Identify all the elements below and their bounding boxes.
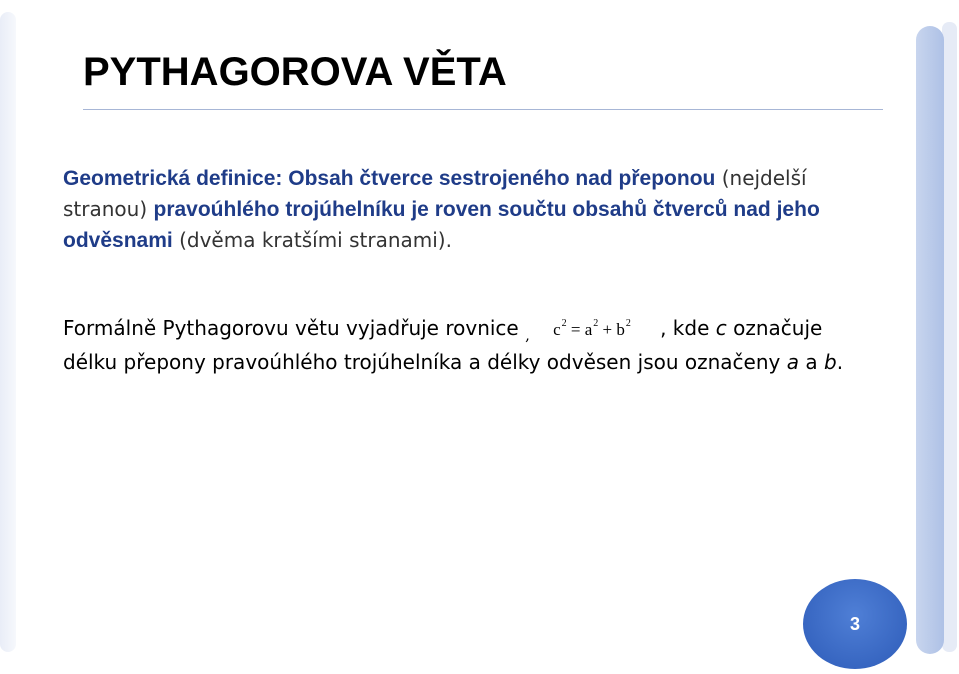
formal-c-description-line2: délku přepony pravoúhlého trojúhelníka a délky odvěsen jsou označeny — [63, 350, 781, 374]
variable-c: c — [715, 316, 727, 340]
right-decorative-bar — [916, 26, 944, 654]
equation-plus: + — [602, 320, 613, 339]
equation-comma: , — [525, 326, 530, 344]
definition-tail: (dvěma kratšími stranami). — [179, 228, 452, 252]
formal-intro: Formálně Pythagorovu větu vyjadřuje rovnice — [63, 316, 519, 340]
slide-title: PYTHAGOROVA VĚTA — [83, 50, 507, 94]
right-decorative-bar-outer — [942, 22, 957, 652]
equation-a-exponent: 2 — [593, 318, 599, 329]
formal-end: . — [836, 350, 844, 374]
formal-and: a — [805, 350, 818, 374]
equation-b: b — [616, 320, 625, 339]
equation-c: c — [553, 320, 561, 339]
equation-c-exponent: 2 — [561, 318, 567, 329]
pythagoras-equation — [525, 312, 660, 342]
definition-note: (nejdelší stranou) — [63, 166, 807, 221]
definition-lead: Geometrická definice: Obsah čtverce sestrojeného nad přeponou — [63, 167, 716, 190]
equation-equals: = — [570, 320, 581, 339]
equation-body — [553, 312, 631, 342]
variable-a: a — [786, 350, 799, 374]
definition-paragraph — [63, 163, 883, 256]
definition-body: pravoúhlého trojúhelníku je roven součtu obsahů čtverců nad jeho odvěsnami — [63, 198, 820, 252]
variable-b: b — [823, 350, 837, 374]
formal-after-equation: , kde — [660, 316, 710, 340]
formal-c-description-line1: označuje — [733, 316, 823, 340]
page-number: 3 — [849, 613, 860, 634]
title-underline — [83, 109, 883, 110]
equation-b-exponent: 2 — [625, 318, 631, 329]
formal-paragraph — [63, 311, 903, 379]
equation-a: a — [584, 320, 593, 339]
left-decorative-bar — [0, 12, 16, 652]
page-number-badge — [803, 579, 907, 669]
